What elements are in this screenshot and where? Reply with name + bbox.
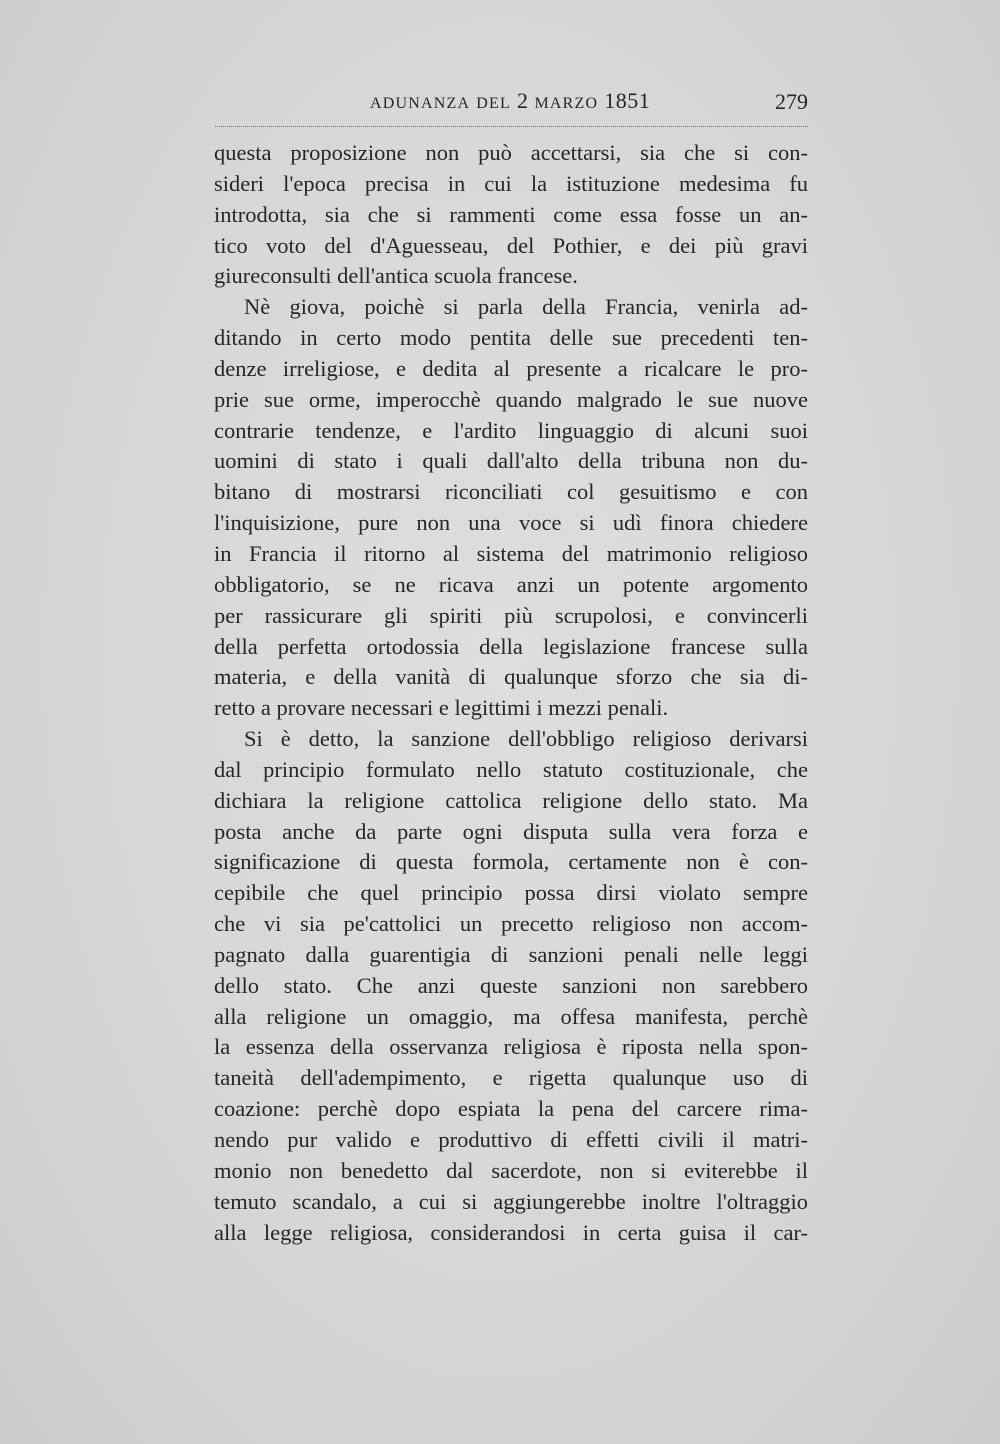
paragraph-start-line: Si è detto, la sanzione dell'obbligo religioso derivarsi <box>244 726 808 752</box>
title-day: 2 <box>516 88 529 113</box>
text-line: uomini di stato i quali dall'alto della tribuna non du- <box>214 448 808 474</box>
text-line: sideri l'epoca precisa in cui la istituzione medesima fu <box>214 170 808 196</box>
text-line: materia, e della vanità di qualunque sforzo che sia di- <box>214 664 808 690</box>
body-text <box>214 138 808 1248</box>
text-line: cepibile che quel principio possa dirsi violato sempre <box>214 880 808 906</box>
page-number: 279 <box>775 89 808 114</box>
text-line: dichiara la religione cattolica religione dello stato. Ma <box>214 787 808 813</box>
text-line: dal principio formulato nello statuto costituzionale, che <box>214 756 808 782</box>
text-line: contrarie tendenze, e l'ardito linguaggio di alcuni suoi <box>214 417 808 443</box>
text-line: questa proposizione non può accettarsi, sia che si con- <box>214 140 808 165</box>
running-title <box>370 88 650 114</box>
text-line: introdotta, sia che si rammenti come essa fosse un an- <box>214 201 808 227</box>
text-line: significazione di questa formola, certamente non è con- <box>214 849 808 875</box>
running-head <box>215 88 808 124</box>
text-line: obbligatorio, se ne ricava anzi un potente argomento <box>214 571 808 597</box>
text-line: prie sue orme, imperocchè quando malgrado le sue nuove <box>214 386 808 412</box>
text-line: nendo pur valido e produttivo di effetti civili il matri- <box>214 1127 808 1152</box>
title-year: 1851 <box>604 88 651 113</box>
text-line: temuto scandalo, a cui si aggiungerebbe inoltre l'oltraggio <box>214 1188 808 1214</box>
text-line: posta anche da parte ogni disputa sulla vera forza e <box>214 818 808 844</box>
text-line: in Francia il ritorno al sistema del matrimonio religioso <box>214 540 808 566</box>
paragraph-end-line: retto a provare necessari e legittimi i mezzi penali. <box>214 695 669 721</box>
text-line: coazione: perchè dopo espiata la pena del carcere rima- <box>214 1096 808 1122</box>
text-line: monio non benedetto dal sacerdote, non si eviterebbe il <box>214 1157 808 1183</box>
title-word-adunanza: ADUNANZA <box>370 95 471 112</box>
text-line: dello stato. Che anzi queste sanzioni non sarebbero <box>214 972 808 998</box>
text-line: ditando in certo modo pentita delle sue precedenti ten- <box>214 325 808 351</box>
text-line: che vi sia pe'cattolici un precetto religioso non accom- <box>214 911 808 937</box>
text-line: taneità dell'adempimento, e rigetta qualunque uso di <box>214 1065 808 1091</box>
text-line: tico voto del d'Aguesseau, del Pothier, e dei più gravi <box>214 232 808 258</box>
text-line: pagnato dalla guarentigia di sanzioni penali nelle leggi <box>214 941 808 967</box>
paragraph-start-line: Nè giova, poichè si parla della Francia, venirla ad- <box>244 294 808 320</box>
text-line: bitano di mostrarsi riconciliati col gesuitismo e con <box>214 479 808 505</box>
text-line: per rassicurare gli spiriti più scrupolosi, e convincerli <box>214 602 808 628</box>
text-line: della perfetta ortodossia della legislazione francese sulla <box>214 633 808 659</box>
text-line: la essenza della osservanza religiosa è riposta nella spon- <box>214 1034 808 1060</box>
text-line: alla religione un omaggio, ma offesa manifesta, perchè <box>214 1003 808 1029</box>
text-line: alla legge religiosa, considerandosi in certa guisa il car- <box>214 1219 808 1245</box>
header-rule <box>215 126 808 127</box>
title-word-del: DEL <box>476 95 511 112</box>
paragraph-end-line: giureconsulti dell'antica scuola francese. <box>214 263 578 289</box>
text-line: denze irreligiose, e dedita al presente a ricalcare le pro- <box>214 355 808 381</box>
title-month: MARZO <box>534 95 599 112</box>
text-line: l'inquisizione, pure non una voce si udì finora chiedere <box>214 510 808 536</box>
